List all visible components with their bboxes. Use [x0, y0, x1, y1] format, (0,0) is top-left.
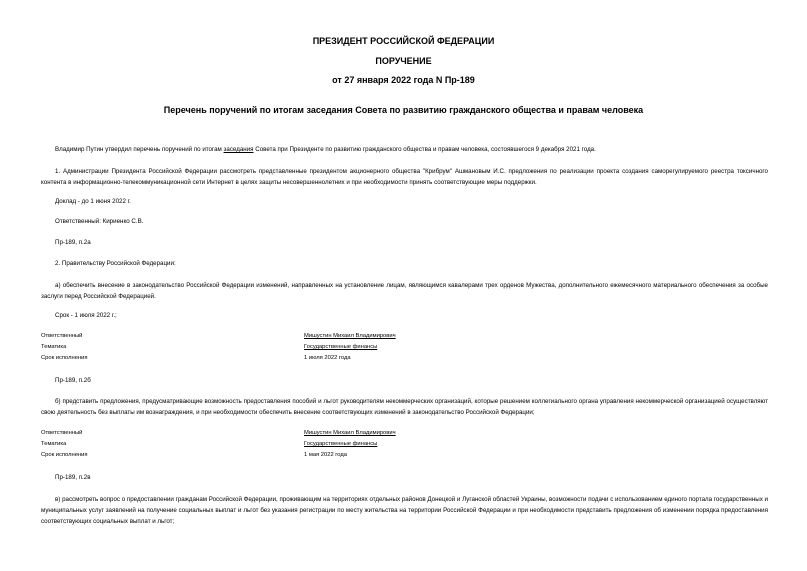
table-row [41, 333, 768, 344]
document-type: ПОРУЧЕНИЕ [375, 56, 432, 66]
intro-text-after: Совета при Президенте по развитию гражданского общества и правам человека, состоявшегося 9 декабря 2021 года. [253, 146, 596, 153]
item-2b-attributes-table [41, 430, 768, 463]
item-2b-reference: Пр-189, п.2в [55, 474, 91, 481]
document-title: Перечень поручений по итогам заседания Совета по развитию гражданского общества и правам человека [163, 105, 644, 115]
table-value: 1 мая 2022 года [304, 452, 347, 458]
item-2-heading: 2. Правительству Российской Федерации: [55, 260, 176, 267]
item-2a-text: а) обеспечить внесение в законодательство Российской Федерации изменений, направленных на установление лицам, являющимся кавалерами трех орденов Мужества, дополнительного ежемесячного материального обеспечения за особые заслуги перед Российской Федерацией. [41, 282, 768, 300]
item-2c-text: в) рассмотреть вопрос о предоставлении гражданам Российской Федерации, проживающим на территориях отдельных районов Донецкой и Луганской областей Украины, возможности подачи с использованием единого портала государственных и муниципальных услуг заявлений на получение социальных выплат и льгот без указания регистрации по месту жительства на территории Российской Федерации и при необходимости представить предложения об изменении порядка предоставления соответствующих социальных выплат и льгот; [41, 496, 768, 525]
item-1-responsible: Ответственный: Кириенко С.В. [55, 218, 144, 225]
authority-heading: ПРЕЗИДЕНТ РОССИЙСКОЙ ФЕДЕРАЦИИ [312, 36, 495, 46]
responsible-link[interactable]: Мишустин Михаил Владимирович [304, 333, 396, 339]
item-2a-deadline: Срок - 1 июля 2022 г.; [55, 312, 117, 319]
table-row [41, 355, 768, 366]
item-2b-text: б) представить предложения, предусматривающие возможность предоставления пособий и льгот руководителям некоммерческих организаций, которые решением коллегиального органа управления некоммерческой организацией осуществляют свою деятельность без выплаты им вознаграждения, и при необходимости обеспечить внесение соответствующих изменений в законодательство Российской Федерации; [41, 398, 768, 416]
table-row [41, 441, 768, 452]
intro-text-before: Владимир Путин утвердил перечень поручений по итогам [55, 146, 224, 153]
table-key: Тематика [41, 441, 67, 447]
table-row [41, 430, 768, 441]
meeting-link[interactable]: заседания [223, 146, 254, 153]
table-key: Срок исполнения [41, 355, 88, 361]
topic-link[interactable]: Государственные финансы [304, 441, 378, 447]
topic-link[interactable]: Государственные финансы [304, 344, 378, 350]
table-key: Ответственный [41, 430, 83, 436]
table-key: Ответственный [41, 333, 83, 339]
table-value: 1 июля 2022 года [304, 355, 351, 361]
intro-paragraph [55, 144, 596, 155]
document-date-number: от 27 января 2022 года N Пр-189 [332, 75, 475, 85]
responsible-link[interactable]: Мишустин Михаил Владимирович [304, 430, 396, 436]
item-2a-attributes-table [41, 333, 768, 366]
table-row [41, 452, 768, 463]
table-key: Срок исполнения [41, 452, 88, 458]
table-key: Тематика [41, 344, 67, 350]
item-1-reference: Пр-189, п.2а [55, 239, 91, 246]
item-2a-reference: Пр-189, п.2б [55, 377, 91, 384]
item-1-deadline: Доклад - до 1 июня 2022 г. [55, 198, 131, 205]
table-row [41, 344, 768, 355]
item-1-text: 1. Администрации Президента Российской Федерации рассмотреть представленные президентом акционерного общества "Крибрум" Ашмановым И.С. предложения по реализации проекта создания саморегулируемого реестра токсичного контента в информационно-телекоммуникационной сети Интернет в целях защиты несовершеннолетних и при необходимости принять соответствующие меры поддержки. [41, 168, 768, 186]
